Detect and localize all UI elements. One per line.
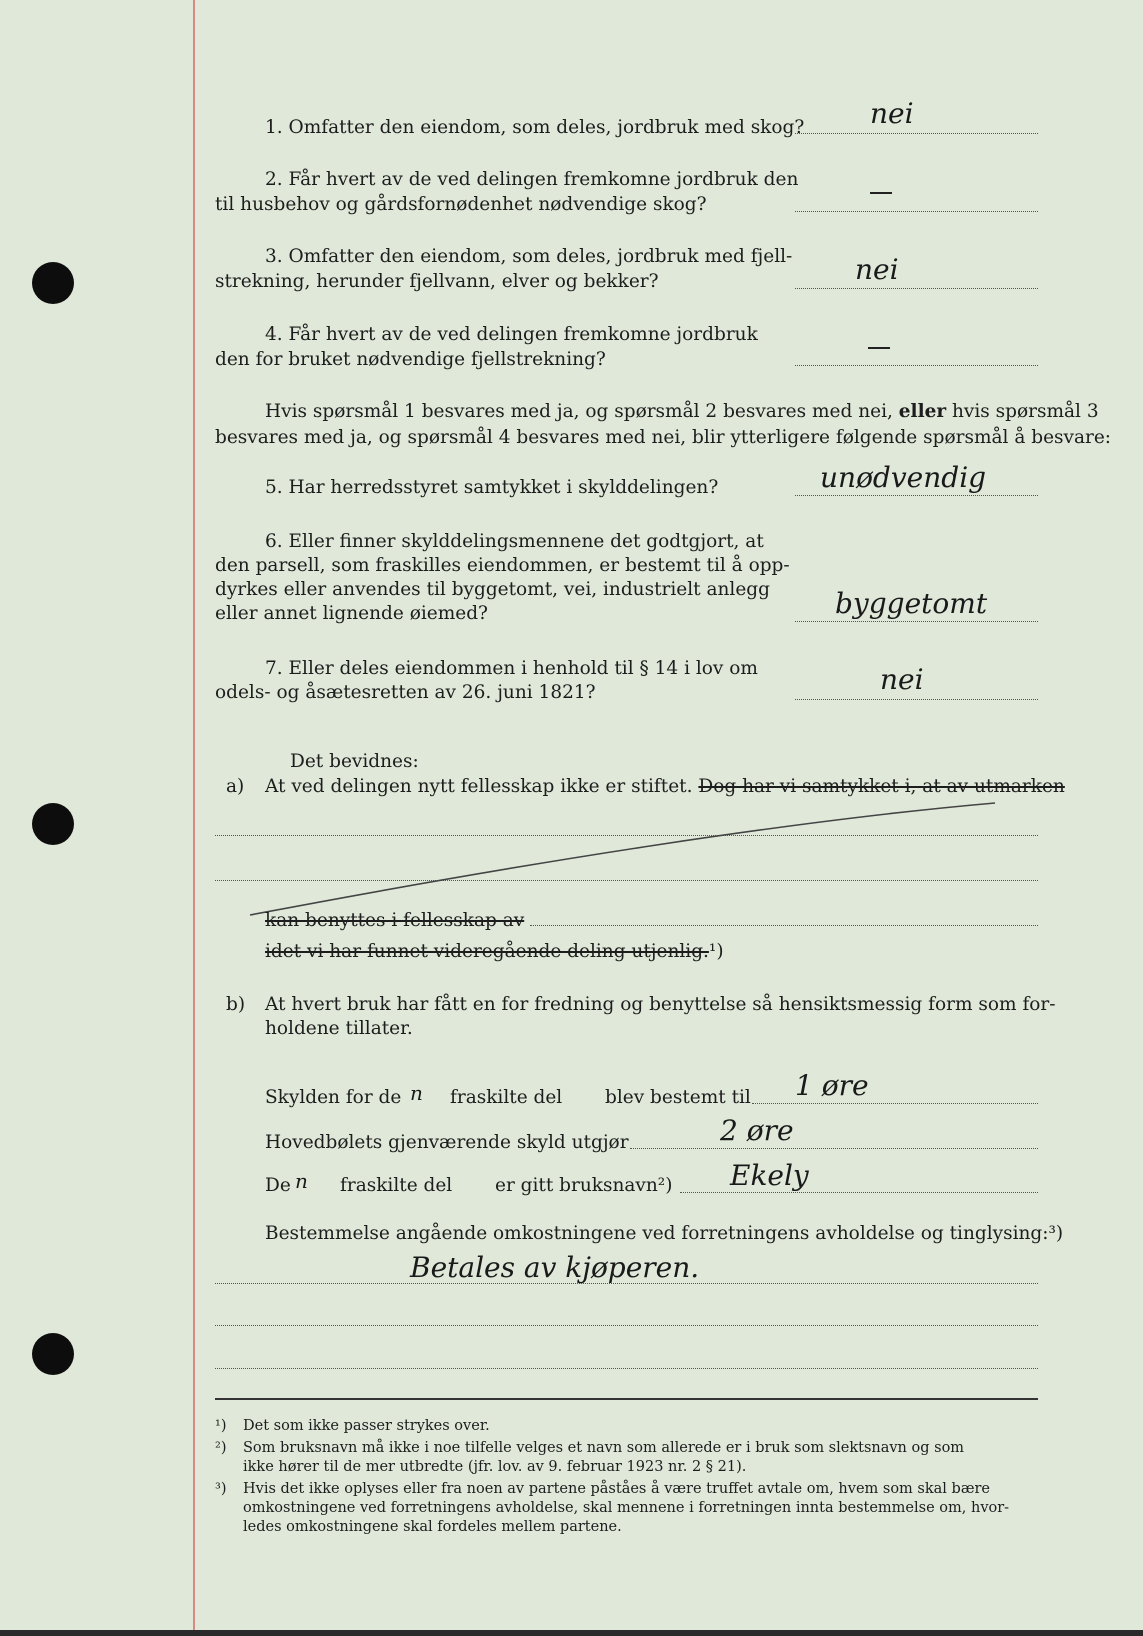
skyld-line3-answer: Ekely	[730, 1159, 809, 1192]
blank-line	[530, 925, 1038, 926]
footnote-ref: ¹)	[708, 941, 724, 962]
footnote-2-mark: ²)	[215, 1440, 227, 1456]
question-4-line1: 4. Får hvert av de ved delingen fremkomne jordbruk	[265, 324, 758, 345]
punch-hole	[32, 803, 74, 845]
skyld-line3-a: De	[265, 1175, 291, 1196]
answer-q3: nei	[855, 253, 899, 286]
item-a-struck: Dog har vi samtykket i, at av utmarken	[698, 776, 1065, 797]
question-2-line2: til husbehov og gårdsfornødenhet nødvendige skog?	[215, 194, 707, 215]
intro-line1c: hvis spørsmål 3	[952, 401, 1099, 422]
footnote-1: Det som ikke passer strykes over.	[243, 1418, 490, 1434]
footnote-rule	[215, 1398, 1038, 1400]
bevidnes-heading: Det bevidnes:	[290, 751, 419, 772]
skyld-line3-c: er gitt bruksnavn²)	[495, 1175, 673, 1196]
answer-line	[795, 365, 1038, 366]
struck-line-3-text: idet vi har funnet videregående deling utjenlig.	[265, 941, 709, 962]
answer-q6: byggetomt	[835, 587, 988, 620]
answer-line	[752, 1103, 1038, 1104]
question-2-line1: 2. Får hvert av de ved delingen fremkomne jordbruk den	[265, 169, 799, 190]
question-4-line2: den for bruket nødvendige fjellstrekning?	[215, 349, 606, 370]
question-5: 5. Har herredsstyret samtykket i skylddelingen?	[265, 477, 719, 498]
question-3-line2: strekning, herunder fjellvann, elver og bekker?	[215, 271, 659, 292]
intro-line1a: Hvis spørsmål 1 besvares med ja, og spørsmål 2 besvares med nei,	[265, 401, 893, 422]
answer-q4-dash	[868, 347, 890, 349]
answer-q5: unødvendig	[820, 461, 987, 494]
skyld-line1-mark: n	[410, 1081, 423, 1105]
skyld-line4: Bestemmelse angående omkostningene ved forretningens avholdelse og tinglysing:³)	[265, 1223, 1064, 1244]
punch-hole	[32, 1333, 74, 1375]
footnote-2-line1: Som bruksnavn må ikke i noe tilfelle velges et navn som allerede er i bruk som slektsnavn og som	[243, 1440, 965, 1456]
intro-line1b: eller	[898, 401, 947, 422]
item-a-main: At ved delingen nytt fellesskap ikke er stiftet.	[265, 776, 693, 797]
answer-line	[795, 133, 1038, 134]
question-1: 1. Omfatter den eiendom, som deles, jordbruk med skog?	[265, 117, 805, 138]
answer-line	[795, 699, 1038, 700]
footnote-3-line3: ledes omkostningene skal fordeles mellem partene.	[243, 1519, 622, 1535]
intro-line1	[265, 399, 1099, 424]
skyld-line1-b: fraskilte del	[450, 1087, 563, 1108]
margin-line	[193, 0, 195, 1636]
answer-line	[795, 211, 1038, 212]
page-edge	[0, 1630, 1143, 1636]
question-3-line1: 3. Omfatter den eiendom, som deles, jordbruk med fjell-	[265, 246, 793, 267]
question-6-line4: eller annet lignende øiemed?	[215, 603, 488, 624]
item-a-label: a)	[226, 776, 245, 797]
question-6-line1: 6. Eller finner skylddelingsmennene det godtgjort, at	[265, 531, 764, 552]
struck-line-3	[265, 939, 724, 964]
footnote-3-mark: ³)	[215, 1481, 227, 1497]
punch-hole	[32, 262, 74, 304]
blank-line	[215, 1325, 1038, 1326]
answer-line	[630, 1148, 1038, 1149]
question-6-line2: den parsell, som fraskilles eiendommen, er bestemt til å opp-	[215, 555, 790, 576]
answer-line	[795, 288, 1038, 289]
answer-q7: nei	[880, 663, 924, 696]
item-b-line2: holdene tillater.	[265, 1018, 413, 1039]
blank-line	[215, 1283, 1038, 1284]
skyld-line2: Hovedbølets gjenværende skyld utgjør	[265, 1132, 629, 1153]
question-7-line1: 7. Eller deles eiendommen i henhold til § 14 i lov om	[265, 658, 758, 679]
question-7-line2: odels- og åsætesretten av 26. juni 1821?	[215, 682, 596, 703]
strike-stroke	[240, 800, 1000, 920]
skyld-line1-answer: 1 øre	[795, 1069, 869, 1102]
answer-q1: nei	[870, 97, 914, 130]
item-b-line1: At hvert bruk har fått en for fredning og benyttelse så hensiktsmessig form som for-	[265, 994, 1056, 1015]
answer-line	[795, 495, 1038, 496]
skyld-line1-c: blev bestemt til	[605, 1087, 751, 1108]
answer-line	[795, 621, 1038, 622]
struck-line-2: kan benyttes i fellesskap av	[265, 910, 525, 931]
item-b-label: b)	[226, 994, 246, 1015]
footnote-3-line1: Hvis det ikke oplyses eller fra noen av partene påståes å være truffet avtale om, hvem som skal bære	[243, 1481, 990, 1497]
skyld-line3-b: fraskilte del	[340, 1175, 453, 1196]
intro-line2: besvares med ja, og spørsmål 4 besvares med nei, blir ytterligere følgende spørsmål å besvare:	[215, 427, 1112, 448]
question-6-line3: dyrkes eller anvendes til byggetomt, vei, industrielt anlegg	[215, 579, 770, 600]
item-a-text	[265, 774, 1065, 799]
footnote-2-line2: ikke hører til de mer utbredte (jfr. lov. av 9. februar 1923 nr. 2 § 21).	[243, 1459, 747, 1475]
blank-line	[215, 1368, 1038, 1369]
answer-q2-dash	[870, 192, 892, 194]
skyld-line4-answer: Betales av kjøperen.	[410, 1251, 700, 1284]
skyld-line3-mark: n	[295, 1169, 308, 1193]
skyld-line1-a: Skylden for de	[265, 1087, 402, 1108]
footnote-3-line2: omkostningene ved forretningens avholdelse, skal mennene i forretningen innta bestemmelse om, hvor-	[243, 1500, 1010, 1516]
skyld-line2-answer: 2 øre	[720, 1114, 794, 1147]
answer-line	[680, 1192, 1038, 1193]
footnote-1-mark: ¹)	[215, 1418, 227, 1434]
